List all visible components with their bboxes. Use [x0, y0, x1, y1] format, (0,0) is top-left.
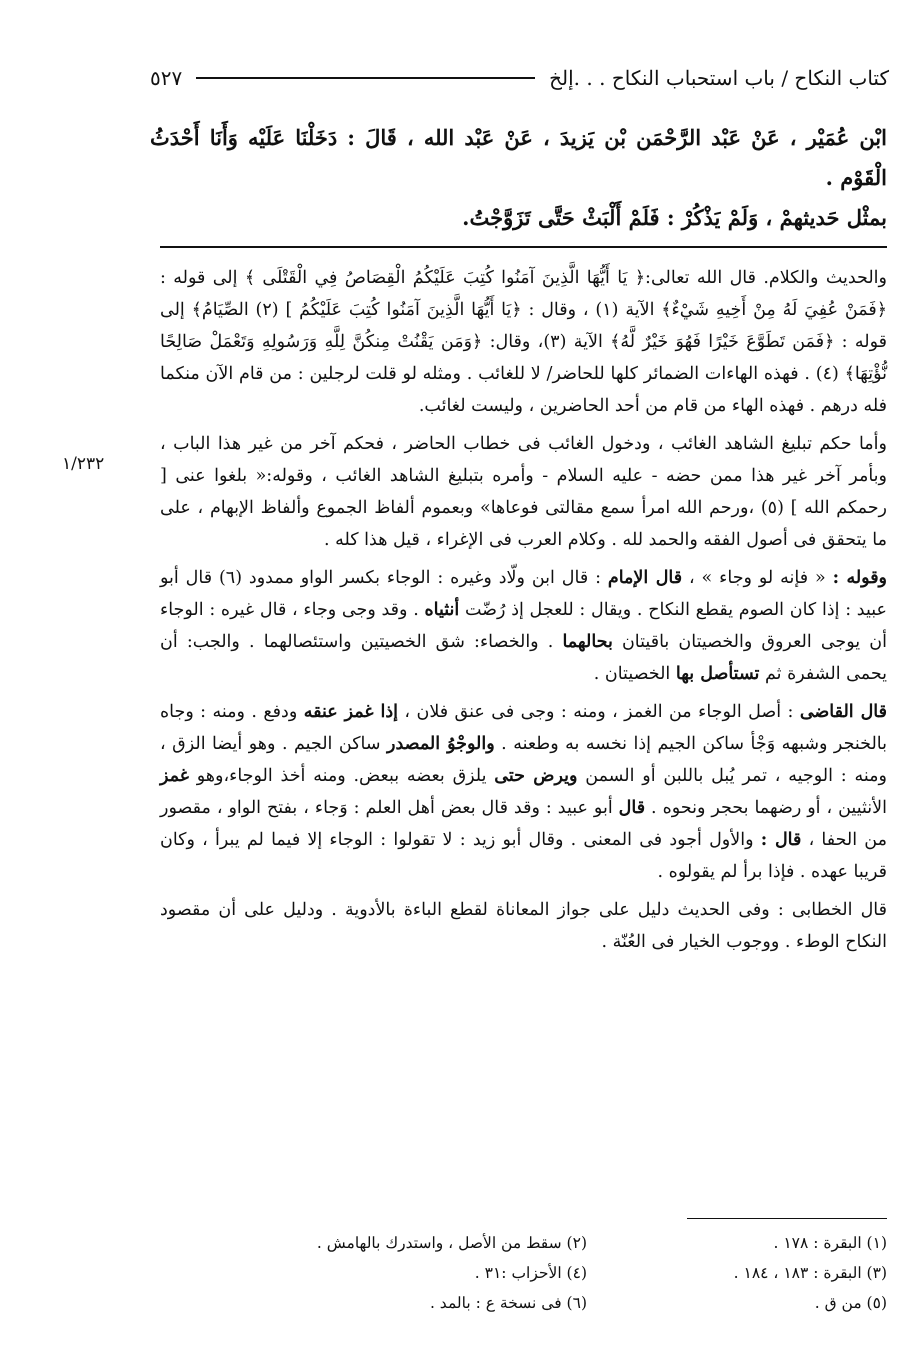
bold-text: قال الإمام	[607, 568, 683, 588]
footnote-1: (١) البقرة : ١٧٨ .	[773, 1234, 887, 1252]
bold-text: وقوله :	[832, 568, 888, 588]
paragraph-4	[160, 696, 887, 888]
bold-text: ويرض حتى	[494, 766, 578, 786]
footnote-row	[160, 1228, 887, 1258]
paragraph-5: قال الخطابى : وفى الحديث دليل على جواز المعاناة لقطع الباءة بالأدوية . ودليل على أن مقصود النكاح الوطء . ووجوب الخيار فى العُنّة .	[160, 900, 887, 952]
text-span: أبو عبيد : وقد قال بعض أهل العلم : وَجاء ، بفتح الواو ، مقصور من الحفا ،	[160, 798, 887, 850]
footnote-3: (٣) البقرة : ١٨٣ ، ١٨٤ .	[733, 1264, 887, 1282]
bold-text: قال	[618, 798, 646, 818]
bold-text: والوجْوُ المصدر	[387, 734, 495, 754]
text-span: ودفع . ومنه : وجاه بالخنجر وشبهه وَجْأ ساكن الجيم إذا نخسه به وطعنه .	[160, 702, 887, 754]
hadith-line-1: ابْن عُمَيْر ، عَنْ عَبْد الرَّحْمَن بْن يَزيدَ ، عَنْ عَبْد الله ، قَالَ : دَخَلْنَا عَلَيْه وَأَنَا أَحْدَثُ الْقَوْم .	[150, 125, 887, 190]
paragraph-2: وأما حكم تبليغ الشاهد الغائب ، ودخول الغائب فى خطاب الحاضر ، فحكم آخر من غير هذا الباب ، وبأمر آخر غير هذا ممن حضه - عليه السلام - وأمره بتبليغ الشاهد الغائب ، وقوله:« بلغوا عنى [ رحمكم الله ] (٥) ،ورحم الله امرأ سمع مقالتى فوعاها» وبعموم ألفاظ الجموع وألفاظ الإبهام ، على ما يتحقق فى أصول الفقه والحمد لله . وكلام العرب فى الإغراء ، قيل هذا كله .	[160, 434, 887, 550]
footnote-rule	[687, 1218, 887, 1219]
section-divider	[160, 246, 887, 248]
text-span: والأول أجود فى المعنى . وقال أبو زيد : لا تقولوا : الوجاء إلا فيما لم يبرأ ، وكان قريبا عهده . فإذا برأ لم يقولوه .	[160, 830, 887, 882]
text-span: الأنثيين ، أو رضهما بحجر ونحوه .	[645, 798, 887, 818]
text-span: . وقد وجى وجاء ، قال غيره : الوجاء أن يوجى العروق والخصيتان باقيتان	[160, 600, 888, 652]
running-header	[150, 60, 889, 96]
footnote-row	[160, 1258, 887, 1288]
bold-text: غمز	[160, 766, 189, 786]
text-span: : أصل الوجاء من الغمز ، ومنه : وجى فى عنق فلان ،	[398, 702, 800, 722]
text-span: الخصيتان .	[593, 664, 676, 684]
header-rule	[196, 77, 535, 79]
text-span: يلزق بعضه ببعض. ومنه أخذ الوجاء،وهو	[188, 766, 495, 786]
paragraph-3	[160, 562, 887, 690]
text-span: ساكن الجيم . وهو أيضا الزق ، ومنه : الوجيه ، تمر يُبل باللبن أو السمن	[160, 734, 887, 786]
page-number: ٥٢٧	[150, 66, 183, 90]
margin-reference: ١/٢٣٢	[62, 454, 105, 474]
footnote-4: (٤) الأحزاب :٣١ .	[474, 1264, 587, 1282]
hadith-text	[150, 118, 887, 238]
bold-text: قال القاضى	[799, 702, 887, 722]
header-title: كتاب النكاح / باب استحباب النكاح . . .إلخ	[549, 66, 889, 90]
footnote-2: (٢) سقط من الأصل ، واستدرك بالهامش .	[316, 1234, 587, 1252]
bold-text: إذا غمز عنقه	[303, 702, 398, 722]
text-span: . والخصاء: شق الخصيتين واستئصالهما . والجب: أن يحمى الشفرة ثم	[160, 632, 887, 684]
bold-text: تستأصل بها	[675, 664, 760, 684]
bold-text: قال :	[760, 830, 802, 850]
footnote-row	[160, 1288, 887, 1318]
footnotes	[160, 1228, 887, 1318]
footnote-5: (٥) من ق .	[814, 1294, 887, 1312]
commentary-body	[160, 262, 887, 964]
paragraph-1: والحديث والكلام. قال الله تعالى:﴿ يَا أَيُّهَا الَّذِينَ آمَنُوا كُتِبَ عَلَيْكُمُ الْقِصَاصُ فِي الْقَتْلَى ﴾ إلى قوله : ﴿فَمَنْ عُفِيَ لَهُ مِنْ أَخِيهِ شَيْءٌ﴾ الآية (١) ، وقال : ﴿يَا أَيُّهَا الَّذِينَ آمَنُوا كُتِبَ عَلَيْكُمُ ] (٢) الصِّيَامُ﴾ إلى قوله : ﴿فَمَن تَطَوَّعَ خَيْرًا فَهُوَ خَيْرٌ لَّهُ﴾ الآية (٣)، وقال: ﴿وَمَن يَقْنُتْ مِنكُنَّ لِلَّهِ وَرَسُولِهِ وَتَعْمَلْ صَالِحًا نُّؤْتِهَا﴾ (٤) . فهذه الهاءات الضمائر كلها للحاضر/ لا للغائب . ومثله لو قلت لرجلين : من قام الآن منكما فله درهم . فهذه الهاء من قام من أحد الحاضرين ، وليست لغائب.	[160, 268, 888, 416]
bold-text: أنثياه	[424, 600, 460, 620]
footnote-6: (٦) فى نسخة ع : بالمد .	[429, 1294, 587, 1312]
hadith-line-2: بمثْل حَديثهمْ ، وَلَمْ يَذْكُرْ : فَلَمْ أَلْبَثْ حَتَّى تَزَوَّجْتُ.	[462, 205, 887, 230]
bold-text: بحالهما	[562, 632, 613, 652]
text-span: : قال ابن ولّاد وغيره : الوجاء بكسر الواو ممدود (٦) قال أبو عبيد : إذا كان الصوم يقطع النكاح . ويقال : للعجل إذ رُضّت	[160, 568, 887, 620]
text-span: « فإنه لو وجاء » ،	[682, 568, 833, 588]
